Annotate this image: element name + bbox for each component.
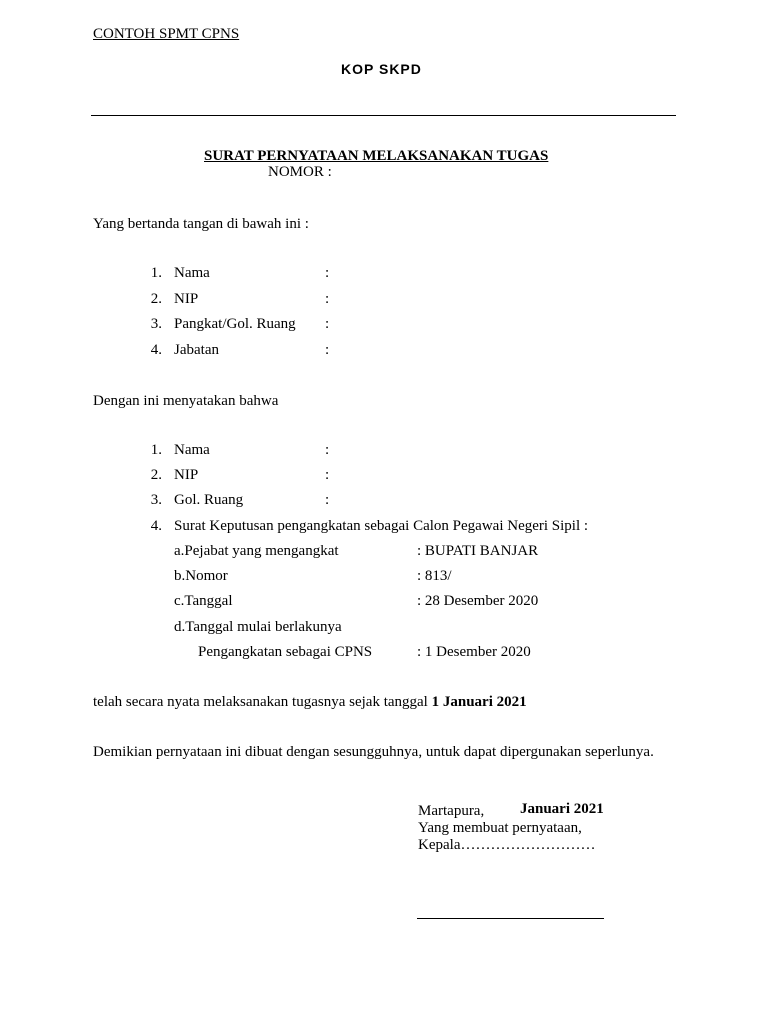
field-label: Nama: [174, 265, 210, 281]
field-colon: :: [325, 467, 330, 483]
field-colon: :: [325, 342, 330, 358]
document-number: NOMOR :: [268, 164, 332, 180]
field-colon: :: [325, 265, 330, 281]
field-number: 4.: [150, 518, 162, 534]
intro-text: Yang bertanda tangan di bawah ini :: [93, 216, 309, 232]
field-number: 1.: [150, 442, 162, 458]
field-colon: :: [325, 492, 330, 508]
field-colon: :: [325, 316, 330, 332]
signature-line: [417, 918, 604, 919]
signature-position: Kepala………………………: [418, 837, 596, 853]
sk-label: Pengangkatan sebagai CPNS: [198, 644, 373, 660]
field-label: Pangkat/Gol. Ruang: [174, 316, 296, 332]
sk-value: : 28 Desember 2020: [417, 593, 539, 609]
field-number: 3.: [150, 316, 162, 332]
field-label: Surat Keputusan pengangkatan sebagai Calon Pegawai Negeri Sipil :: [174, 518, 589, 534]
sk-label: b.Nomor: [174, 568, 228, 584]
field-number: 1.: [150, 265, 162, 281]
field-label: NIP: [174, 467, 199, 483]
duty-text: telah secara nyata melaksanakan tugasnya sejak tanggal: [93, 694, 428, 710]
sk-label: a.Pejabat yang mengangkat: [174, 543, 339, 559]
letterhead: KOP SKPD: [341, 61, 422, 77]
signature-date: Januari 2021: [520, 801, 604, 817]
sk-value: : 1 Desember 2020: [417, 644, 531, 660]
field-number: 2.: [150, 467, 162, 483]
statement-text: Dengan ini menyatakan bahwa: [93, 393, 279, 409]
field-colon: :: [325, 442, 330, 458]
letterhead-divider: [91, 115, 676, 116]
sample-label: CONTOH SPMT CPNS: [93, 26, 240, 42]
sk-label: c.Tanggal: [174, 593, 233, 609]
field-label: Nama: [174, 442, 210, 458]
closing-text: Demikian pernyataan ini dibuat dengan sesungguhnya, untuk dapat dipergunakan seperlunya.: [93, 744, 654, 760]
field-colon: :: [325, 291, 330, 307]
document-title: SURAT PERNYATAAN MELAKSANAKAN TUGAS: [204, 148, 549, 164]
field-number: 3.: [150, 492, 162, 508]
field-label: Gol. Ruang: [174, 492, 244, 508]
sk-value: : BUPATI BANJAR: [417, 543, 539, 559]
field-label: Jabatan: [174, 342, 219, 358]
sk-label: d.Tanggal mulai berlakunya: [174, 619, 342, 635]
field-label: NIP: [174, 291, 199, 307]
duty-start-date: 1 Januari 2021: [431, 694, 527, 710]
field-number: 4.: [150, 342, 162, 358]
sk-value: : 813/: [417, 568, 452, 584]
duty-statement: [93, 694, 527, 711]
signature-maker: Yang membuat pernyataan,: [418, 820, 582, 836]
signature-place: Martapura,: [418, 803, 485, 819]
field-number: 2.: [150, 291, 162, 307]
